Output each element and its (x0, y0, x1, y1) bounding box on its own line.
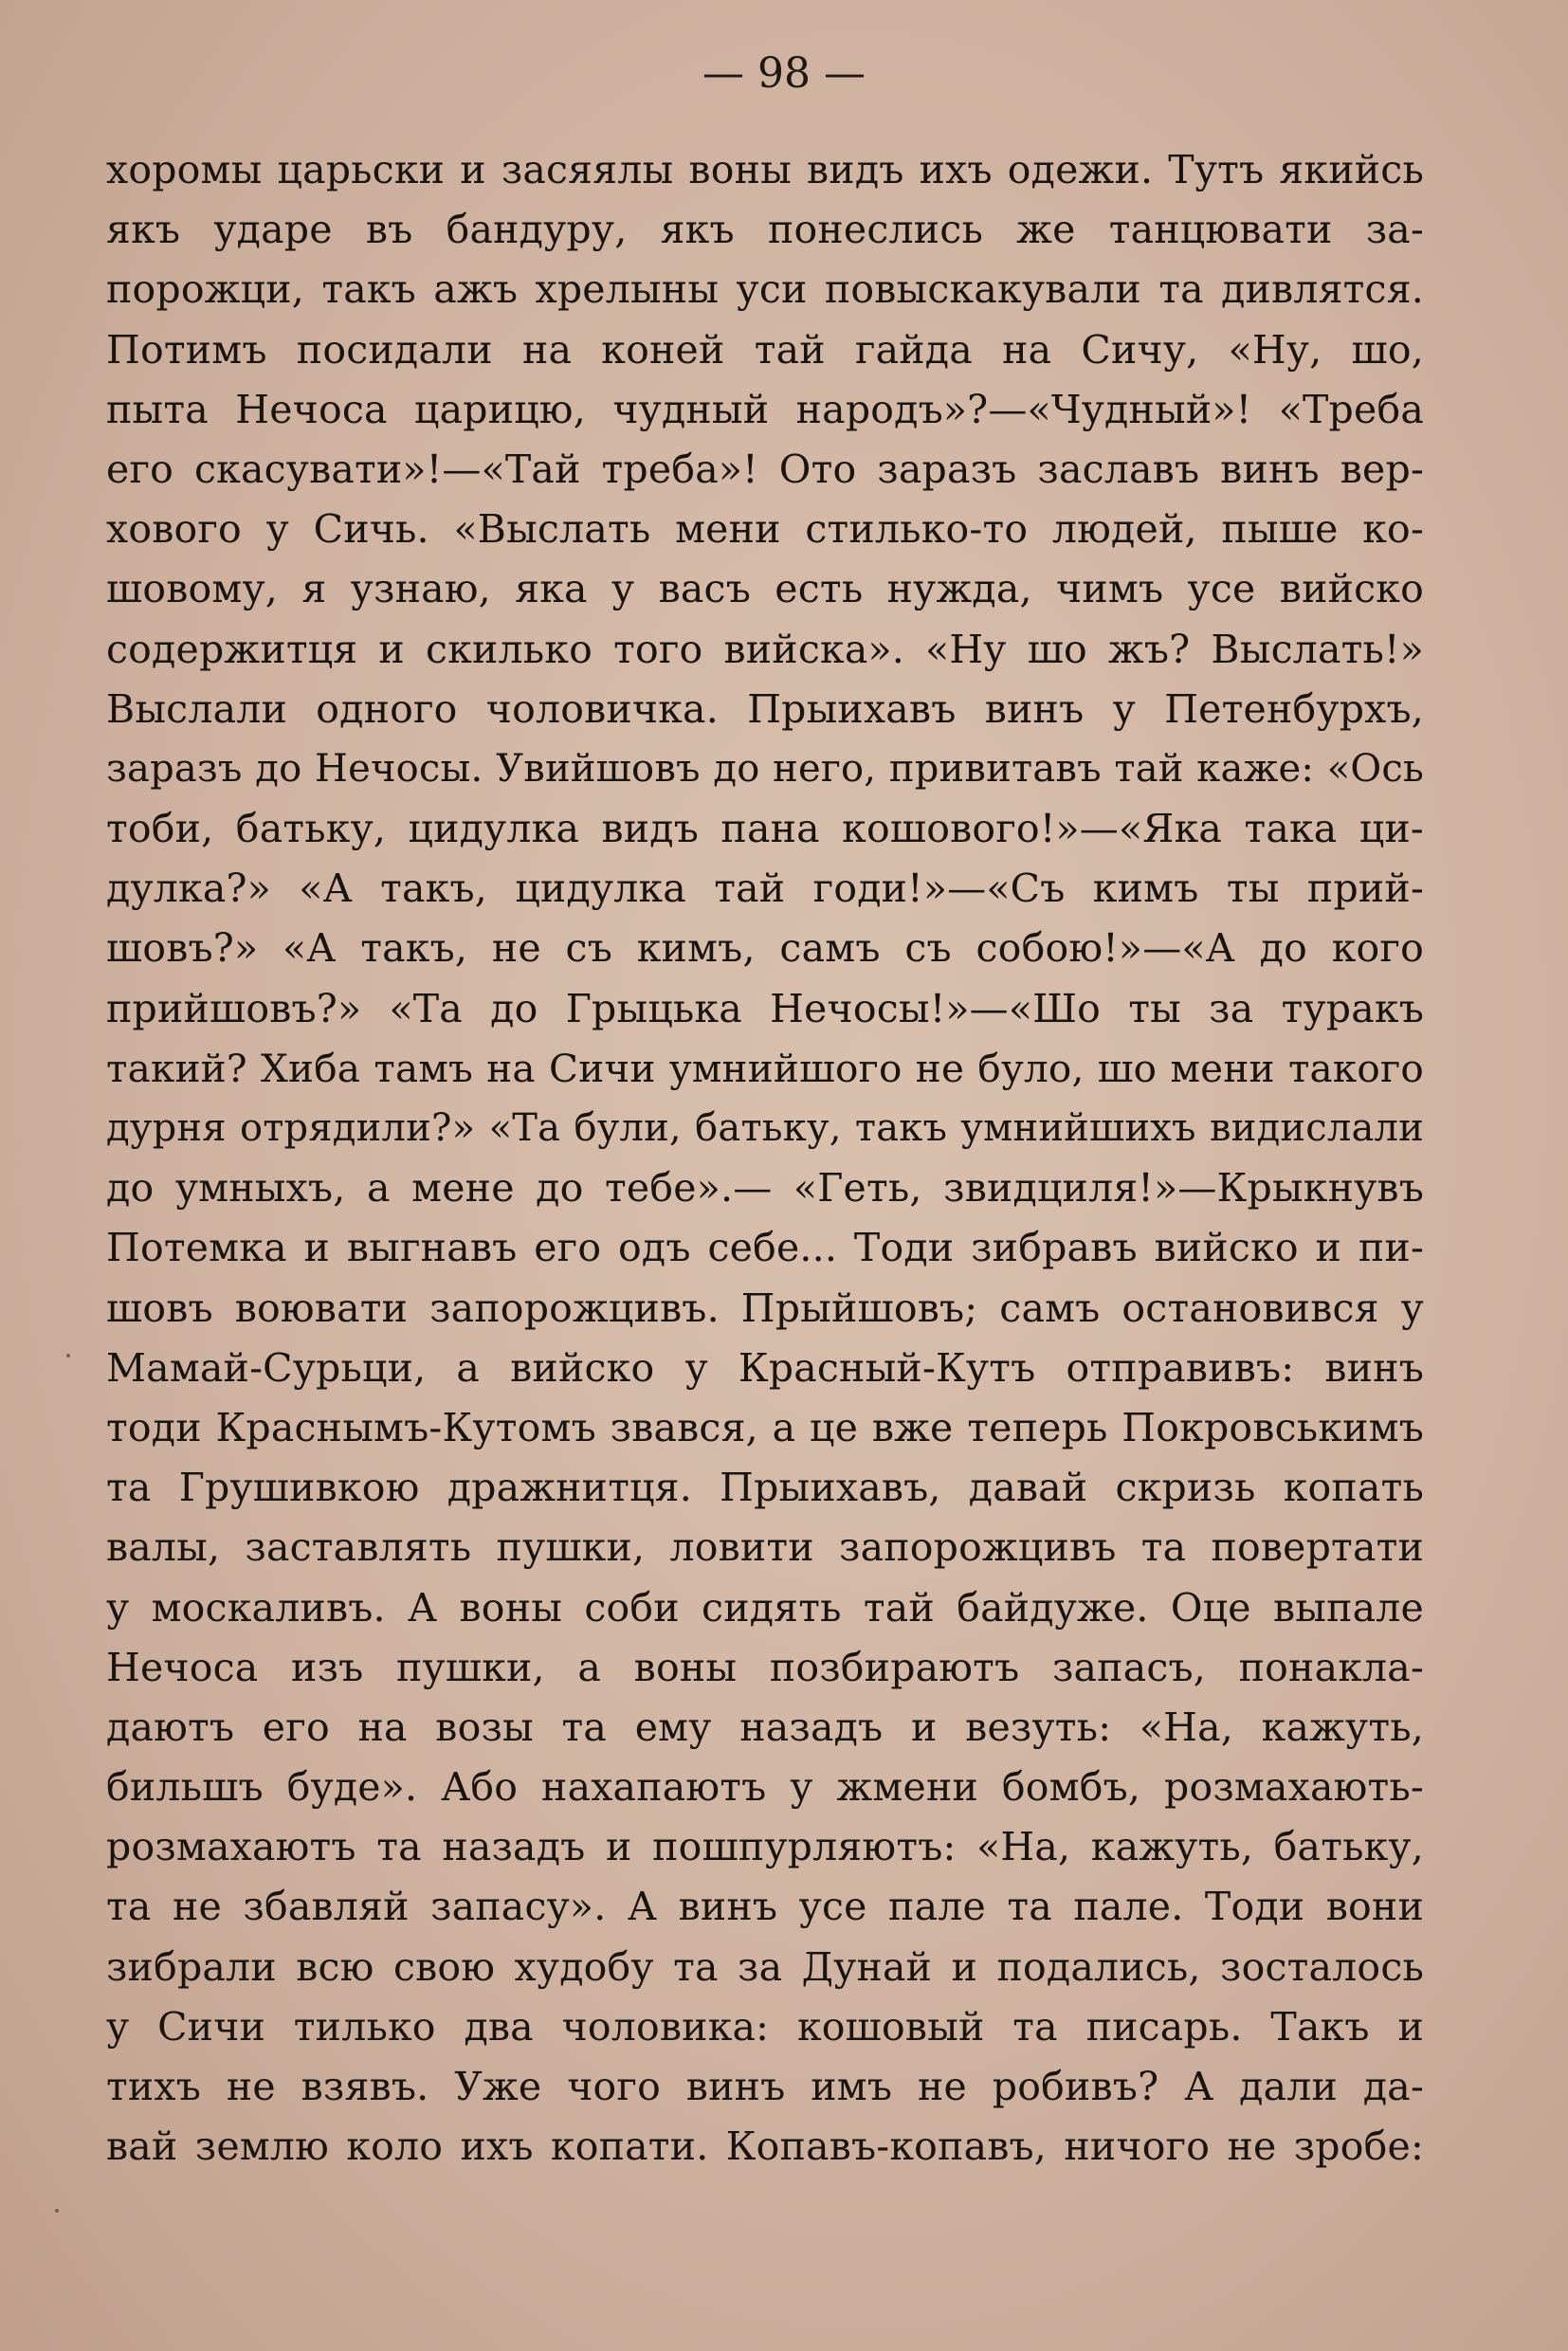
text-line: такий? Хиба тамъ на Сичи умнийшого не було, шо мени такого (106, 1045, 1424, 1091)
text-line: порожци, такъ ажъ хрелыны уси повыскакували та дивлятся. (106, 266, 1424, 313)
text-line: та Грушивкою дражнитця. Прыихавъ, давай скризь копать (106, 1465, 1424, 1511)
text-line: якъ ударе въ бандуру, якъ понеслись же танцювати за- (106, 207, 1424, 253)
text-line: даютъ его на возы та ему назадъ и везуть: «На, кажуть, (106, 1704, 1424, 1750)
text-line: дурня отрядили?» «Та були, батьку, такъ умнийшихъ видислали (106, 1106, 1424, 1150)
text-line: шовому, я узнаю, яка у васъ есть нужда, чимъ усе вийско (106, 566, 1424, 612)
text-line: содержитця и скилько того вийска». «Ну шо жъ? Выслать!» (106, 626, 1424, 672)
text-line: заразъ до Нечосы. Увийшовъ до него, привитавъ тай каже: «Ось (106, 746, 1424, 791)
text-line: Выслали одного чоловичка. Прыихавъ винъ у Петенбурхъ, (106, 685, 1424, 732)
text-line: вай землю коло ихъ копати. Копавъ-копавъ, ничого не зробе: (106, 2123, 1424, 2170)
text-line: пыта Нечоса царицю, чудный народъ»?—«Чудный»! «Треба (106, 386, 1424, 432)
text-line: зибрали всю свою худобу та за Дунай и подались, зосталось (106, 1943, 1424, 1990)
text-line: Потимъ посидали на коней тай гайда на Сичу, «Ну, шо, (106, 326, 1424, 373)
text-line: тоби, батьку, цидулка видъ пана кошового!»—«Яка така ци- (106, 806, 1424, 852)
text-line: тоди Краснымъ-Кутомъ звався, а це вже теперь Покровськимъ (106, 1404, 1424, 1450)
text-line: хоромы царьски и засяялы воны видъ ихъ одежи. Тутъ якийсь (106, 147, 1424, 192)
text-line: розмахаютъ та назадъ и пошпурляютъ: «На, кажуть, батьку, (106, 1824, 1424, 1870)
text-line: его скасувати»!—«Тай треба»! Ото заразъ заславъ винъ вер- (106, 446, 1424, 492)
text-line: Нечоса изъ пушки, а воны позбираютъ запасъ, понакла- (106, 1644, 1424, 1690)
text-line: шовъ?» «А такъ, не съ кимъ, самъ съ собою!»—«А до кого (106, 925, 1424, 972)
text-line: шовъ воювати запорожцивъ. Прыйшовъ; самъ остановився у (106, 1285, 1424, 1331)
text-line: прийшовъ?» «Та до Грыцька Нечосы!»—«Шо ты за туракъ (106, 985, 1424, 1031)
text-line: Мамай-Сурьци, а вийско у Красный-Кутъ отправивъ: винъ (106, 1344, 1424, 1391)
body-text (106, 140, 1424, 2177)
text-line: до умныхъ, а мене до тебе».— «Геть, звидциля!»—Крыкнувъ (106, 1165, 1424, 1212)
text-line: та не збавляй запасу». А винъ усе пале та пале. Тоди вони (106, 1884, 1424, 1930)
paper-speck (66, 1354, 70, 1358)
text-line: валы, заставлять пушки, ловити запорожцивъ та повертати (106, 1524, 1424, 1571)
paper-speck (55, 2209, 59, 2213)
text-line: тихъ не взявъ. Уже чого винъ имъ не робивъ? А дали да- (106, 2064, 1424, 2109)
text-line: дулка?» «А такъ, цидулка тай годи!»—«Съ кимъ ты прий- (106, 866, 1424, 912)
text-line: бильшъ буде». Або нахапаютъ у жмени бомбъ, розмахають- (106, 1764, 1424, 1811)
text-line: у Сичи тилько два чоловика: кошовый та писарь. Такъ и (106, 2003, 1424, 2050)
text-line: Потемка и выгнавъ его одъ себе... Тоди зибравъ вийско и пи- (106, 1225, 1424, 1271)
text-line: у москаливъ. А воны соби сидять тай байдуже. Оце выпале (106, 1584, 1424, 1631)
page-number: — 98 — (702, 49, 866, 98)
text-line: хового у Сичь. «Выслать мени стилько-то людей, пыше ко- (106, 506, 1424, 553)
